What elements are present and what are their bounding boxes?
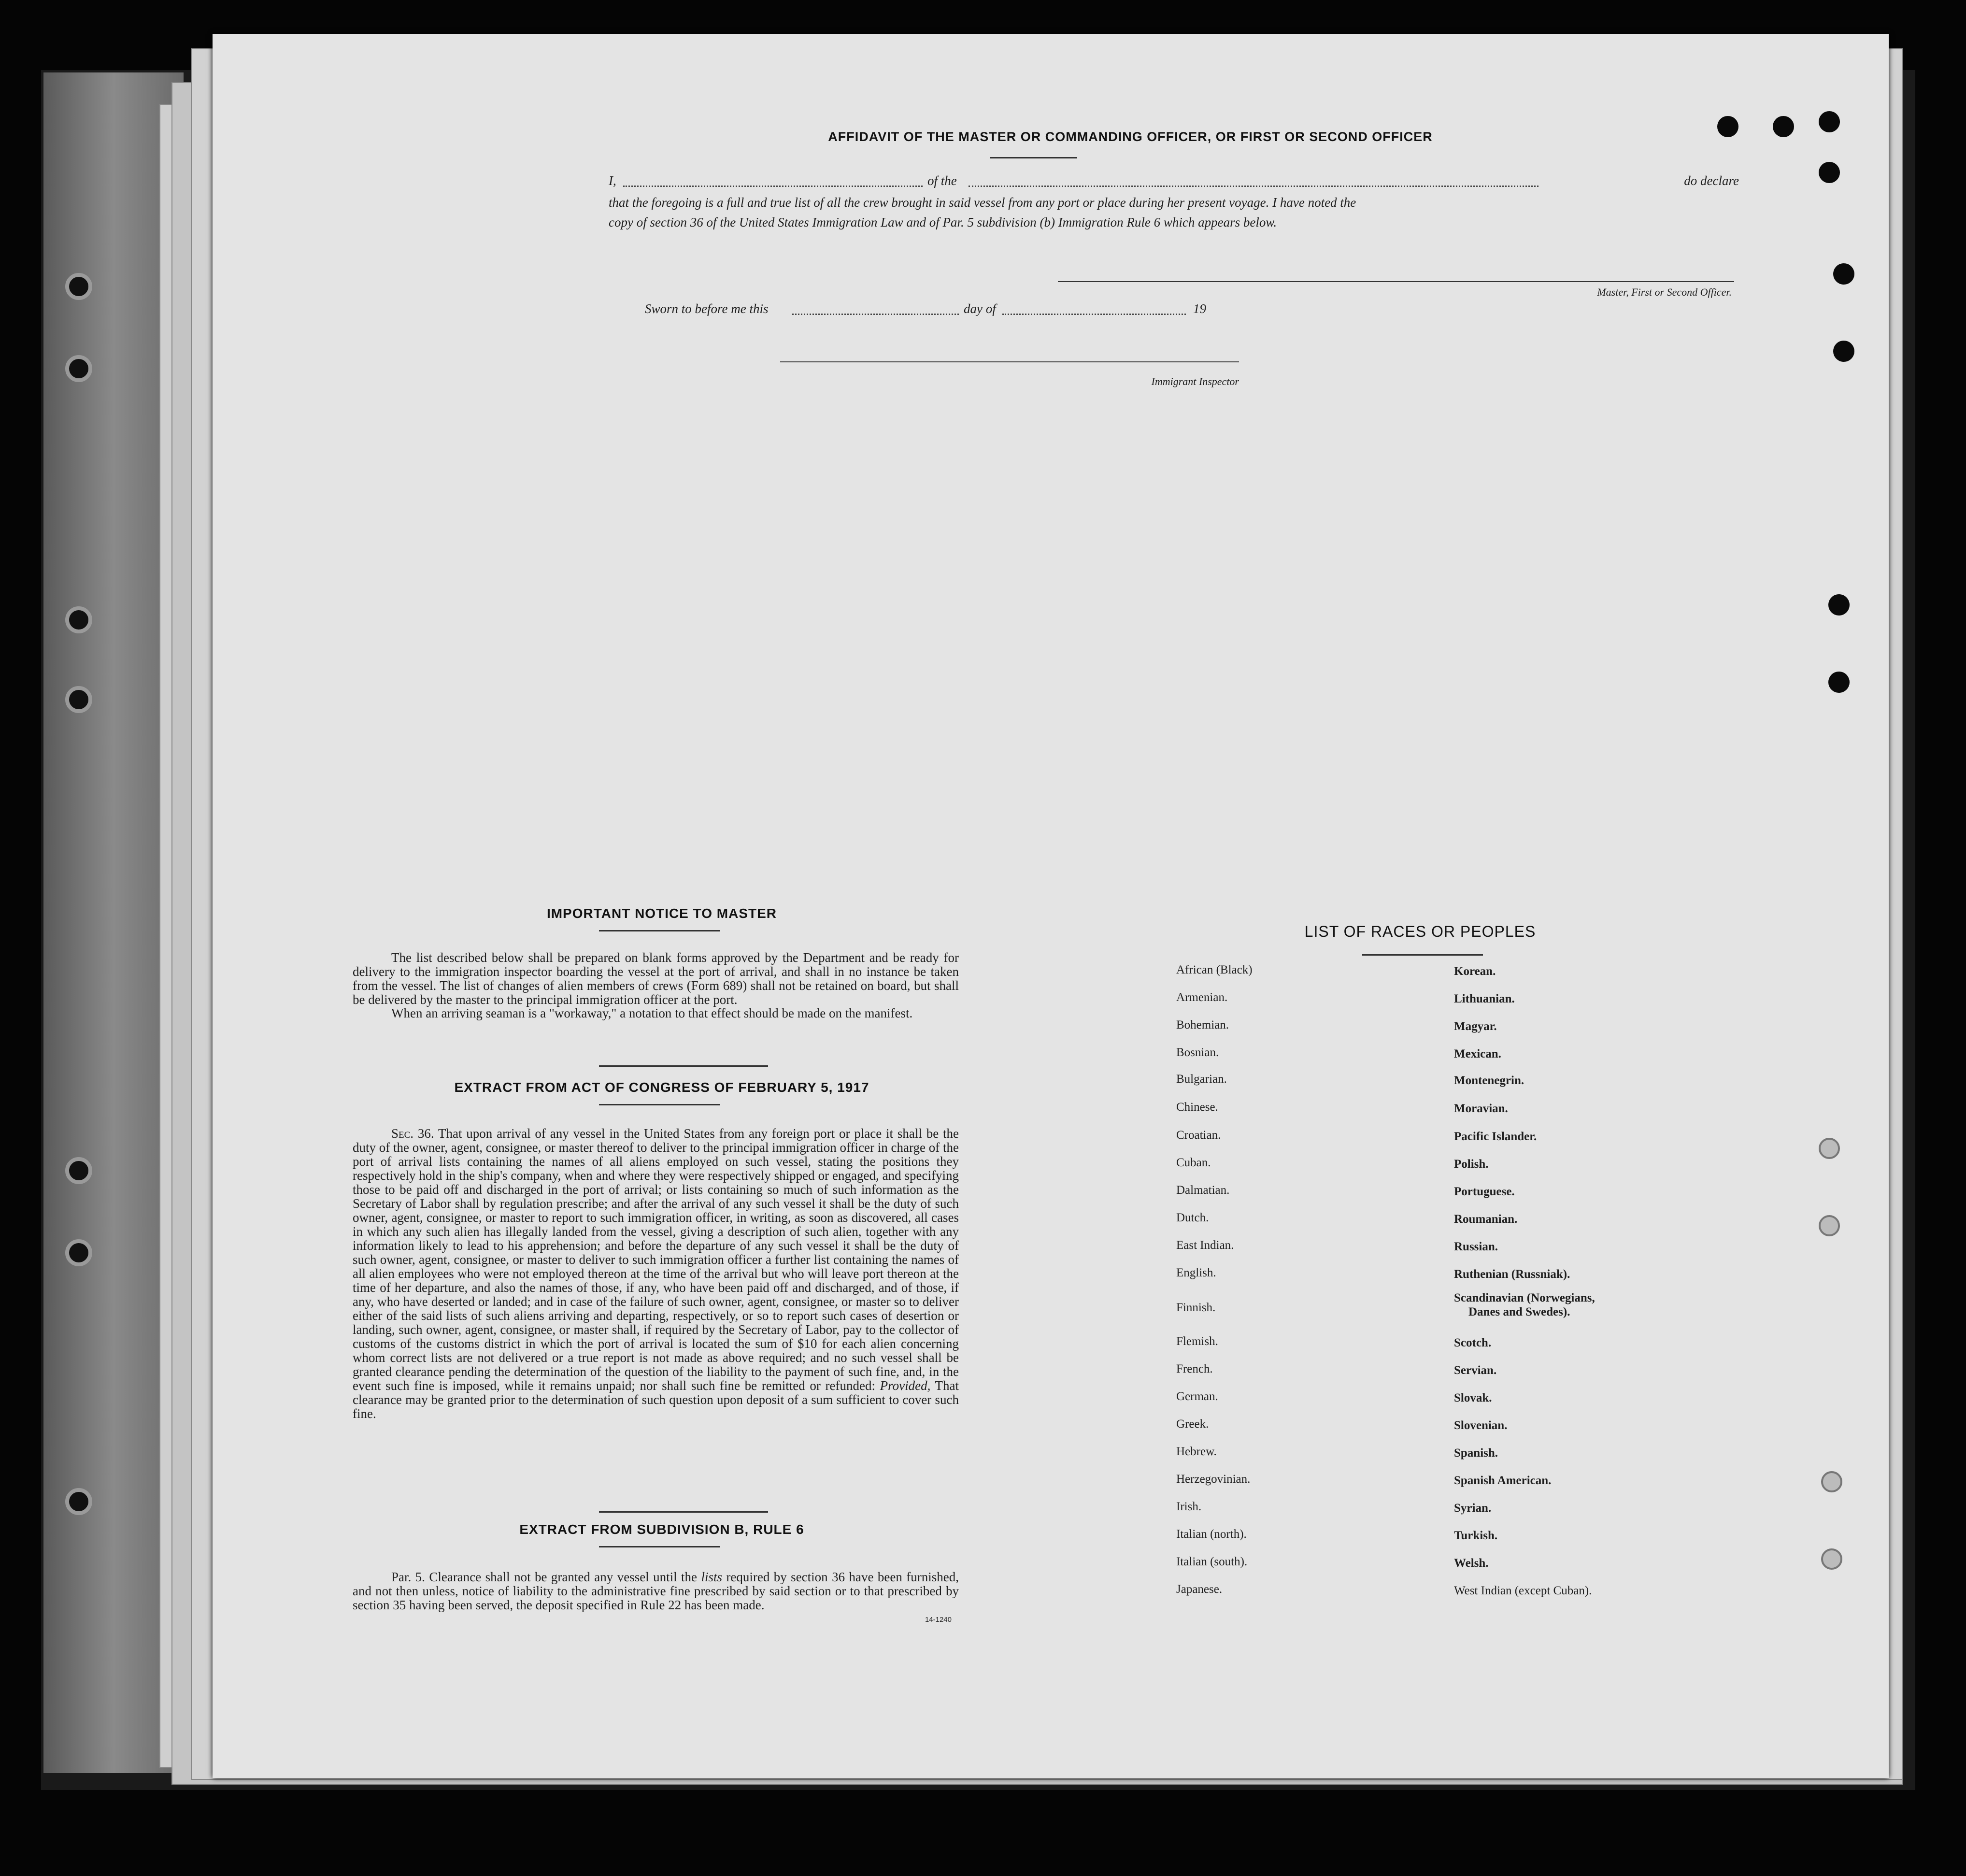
punch-hole <box>1717 116 1738 137</box>
binder-ring-hole <box>65 1488 92 1515</box>
sworn-line <box>645 302 1225 317</box>
notice-title: IMPORTANT NOTICE TO MASTER <box>546 906 777 921</box>
binder-ring-hole <box>65 606 92 633</box>
race-entry: Russian. <box>1454 1240 1498 1253</box>
master-signature-caption: Master, First or Second Officer. <box>1597 286 1732 298</box>
race-entry: Irish. <box>1176 1500 1202 1513</box>
document-page <box>213 34 1889 1778</box>
affidavit-line3: copy of section 36 of the United States Immigration Law and of Par. 5 subdivision (b) Immigration Rule 6 which appears below. <box>609 215 1277 229</box>
binder-ring-hole <box>65 273 92 300</box>
race-entry: Scandinavian (Norwegians, <box>1454 1291 1595 1304</box>
races-underline <box>1362 954 1483 956</box>
inspector-signature-line[interactable] <box>780 361 1239 362</box>
race-entry: Turkish. <box>1454 1529 1498 1542</box>
race-entry: Spanish American. <box>1454 1474 1552 1487</box>
race-entry: Danes and Swedes). <box>1468 1305 1570 1318</box>
binder-ring-hole <box>65 686 92 713</box>
sworn-day-of: day of <box>964 301 996 316</box>
provided-word: Provided, <box>880 1378 931 1393</box>
race-entry: Ruthenian (Russniak). <box>1454 1268 1570 1281</box>
affidavit-title: AFFIDAVIT OF THE MASTER OR COMMANDING OFFICER, OR FIRST OR SECOND OFFICER <box>828 129 1433 144</box>
race-entry: Italian (south). <box>1176 1555 1248 1568</box>
race-entry: Flemish. <box>1176 1335 1218 1348</box>
rule-extract-title: EXTRACT FROM SUBDIVISION B, RULE 6 <box>519 1522 804 1537</box>
affidavit-line1 <box>609 174 1739 189</box>
races-title: LIST OF RACES OR PEOPLES <box>1304 923 1536 940</box>
act-extract-body <box>353 1127 959 1421</box>
name-field-line[interactable] <box>623 186 923 187</box>
race-entry: Welsh. <box>1454 1557 1489 1570</box>
race-entry: Montenegrin. <box>1454 1074 1524 1087</box>
race-entry: West Indian (except Cuban). <box>1454 1584 1592 1597</box>
race-entry: English. <box>1176 1266 1216 1279</box>
vessel-field-line[interactable] <box>969 186 1539 187</box>
race-entry: French. <box>1176 1362 1213 1375</box>
race-entry: Bohemian. <box>1176 1018 1229 1031</box>
section-divider <box>599 1065 768 1067</box>
section-text: That upon arrival of any vessel in the United States from any foreign port or place it shall be the duty of the owner, agent, consignee, or master thereof to deliver to the principal immigration officer in charge of the port of arrival lists containing the names of all aliens employed on such vessel, stating the positions they respectively hold in the ship's company, when and where they were respectively shipped or engaged, and specifying those to be paid off and discharged in the port of arrival; or lists containing so much of such information as the Secretary of Labor shall by regulation prescribe; and after the arrival of any such vessel it shall be the duty of such owner, agent, consignee, or master to report to such immigration officer, in writing, as soon as discovered, all cases in which any such alien has illegally landed from the vessel, giving a description of such alien, together with any information likely to lead to his apprehension; and before the departure of any such vessel it shall be the duty of such owner, agent, consignee, or master to deliver to such immigration officer a further list containing the names of all alien employees who were not employed thereon at the time of the arrival but who will leave port thereon at the time of her departure, and also the names of those, if any, who have been paid off and discharged, and of those, if any, who have deserted or landed; and in case of the failure of such owner, agent, consignee, or master so to deliver either of the said lists of such aliens arriving and departing, respectively, or so to report such cases of desertion or landing, such owner, agent, consignee, or master shall, if required by the Secretary of Labor, pay to the collector of customs of the customs district in which the port of arrival is located the sum of $10 for each alien concerning whom correct lists are not delivered or a true report is not made as above required; and no such vessel shall be granted clearance pending the determination of the question of the liability to the payment of such fine, and, in the event such fine is imposed, while it remains unpaid; nor shall such fine be remitted or refunded: <box>353 1126 959 1393</box>
rule-text-pre: Par. 5. Clearance shall not be granted any vessel until the <box>391 1570 698 1584</box>
race-entry: Pacific Islander. <box>1454 1130 1537 1143</box>
race-entry: Bulgarian. <box>1176 1073 1227 1086</box>
race-entry: Dalmatian. <box>1176 1184 1230 1197</box>
punch-hole <box>1828 672 1850 693</box>
punch-hole <box>1821 1548 1842 1570</box>
section-label: Sec. 36. <box>391 1126 434 1141</box>
race-entry: Slovenian. <box>1454 1419 1508 1432</box>
race-entry: Herzegovinian. <box>1176 1473 1251 1486</box>
race-entry: African (Black) <box>1176 963 1253 976</box>
inspector-caption: Immigrant Inspector <box>1151 375 1239 387</box>
race-entry: East Indian. <box>1176 1239 1234 1252</box>
race-entry: Hebrew. <box>1176 1445 1217 1458</box>
binder-ring-hole <box>65 355 92 382</box>
race-entry: Portuguese. <box>1454 1185 1515 1198</box>
race-entry: Croatian. <box>1176 1129 1221 1142</box>
race-entry: Scotch. <box>1454 1336 1492 1349</box>
race-entry: Moravian. <box>1454 1102 1508 1115</box>
binder-ring-hole <box>65 1157 92 1184</box>
race-entry: Chinese. <box>1176 1101 1218 1114</box>
race-entry: Roumanian. <box>1454 1213 1518 1226</box>
race-entry: Syrian. <box>1454 1502 1492 1515</box>
race-entry: Mexican. <box>1454 1047 1501 1060</box>
punch-hole <box>1821 1471 1842 1492</box>
race-entry: Servian. <box>1454 1364 1497 1377</box>
section-divider <box>599 1511 768 1513</box>
affidavit-line2: that the foregoing is a full and true list of all the crew brought in said vessel from any port or place during her present voyage. I have noted the <box>609 195 1356 210</box>
rule-extract-body <box>353 1570 959 1612</box>
master-signature-line[interactable] <box>1058 281 1734 282</box>
race-entry: Magyar. <box>1454 1020 1497 1033</box>
race-entry: Italian (north). <box>1176 1528 1247 1541</box>
race-entry: Cuban. <box>1176 1156 1211 1169</box>
notice-para2: When an arriving seaman is a "workaway," a notation to that effect should be made on the manifest. <box>391 1006 913 1020</box>
race-entry: Korean. <box>1454 965 1496 978</box>
notice-para1: The list described below shall be prepared on blank forms approved by the Department and be ready for delivery to the immigration inspector boarding the vessel at the port of arrival, and shall in no instance be taken from the vessel. The list of changes of alien members of crews (Form 689) shall not be retained on board, but shall be delivered by the master to the principal immigration officer at the port. <box>353 950 959 1007</box>
sworn-day-field-line[interactable] <box>792 314 959 315</box>
section-text-end: That clearance may be granted prior to the determination of such question upon deposit of a sum sufficient to cover such fine. <box>353 1378 959 1421</box>
sworn-month-field-line[interactable] <box>1002 314 1186 315</box>
title-underline <box>990 157 1077 158</box>
race-entry: Finnish. <box>1176 1301 1216 1314</box>
rule-lists-word: lists <box>701 1570 722 1584</box>
race-entry: Armenian. <box>1176 991 1228 1004</box>
race-entry: Greek. <box>1176 1418 1209 1431</box>
race-entry: German. <box>1176 1390 1218 1403</box>
affidavit-do-declare: do declare <box>1684 173 1739 188</box>
race-entry: Lithuanian. <box>1454 992 1515 1005</box>
race-entry: Polish. <box>1454 1158 1489 1171</box>
binder-ring-hole <box>65 1239 92 1266</box>
race-entry: Dutch. <box>1176 1211 1209 1224</box>
act-extract-underline <box>599 1104 720 1105</box>
rule-text-post: required by section 36 have been furnished, and not then unless, notice of liability to the administrative fine prescribed by said section or to that prescribed by section 35 having been served, the deposit specified in Rule 22 has been made. <box>353 1570 959 1612</box>
sworn-year: 19 <box>1193 301 1206 316</box>
race-entry: Spanish. <box>1454 1446 1498 1460</box>
form-number: 14-1240 <box>925 1616 952 1624</box>
sworn-prefix: Sworn to before me this <box>645 301 769 316</box>
race-entry: Bosnian. <box>1176 1046 1219 1059</box>
punch-hole <box>1833 341 1854 362</box>
affidavit-of-the: of the <box>927 173 957 188</box>
punch-hole <box>1819 1138 1840 1159</box>
punch-hole <box>1828 594 1850 616</box>
act-extract-title: EXTRACT FROM ACT OF CONGRESS OF FEBRUARY 5, 1917 <box>454 1080 869 1095</box>
notice-underline <box>599 930 720 931</box>
punch-hole <box>1819 111 1840 132</box>
punch-hole <box>1819 1215 1840 1236</box>
affidavit-i: I, <box>609 173 616 188</box>
race-entry: Japanese. <box>1176 1583 1223 1596</box>
race-entry: Slovak. <box>1454 1391 1492 1404</box>
punch-hole <box>1773 116 1794 137</box>
rule-extract-underline <box>599 1546 720 1547</box>
punch-hole <box>1819 162 1840 183</box>
punch-hole <box>1833 263 1854 285</box>
